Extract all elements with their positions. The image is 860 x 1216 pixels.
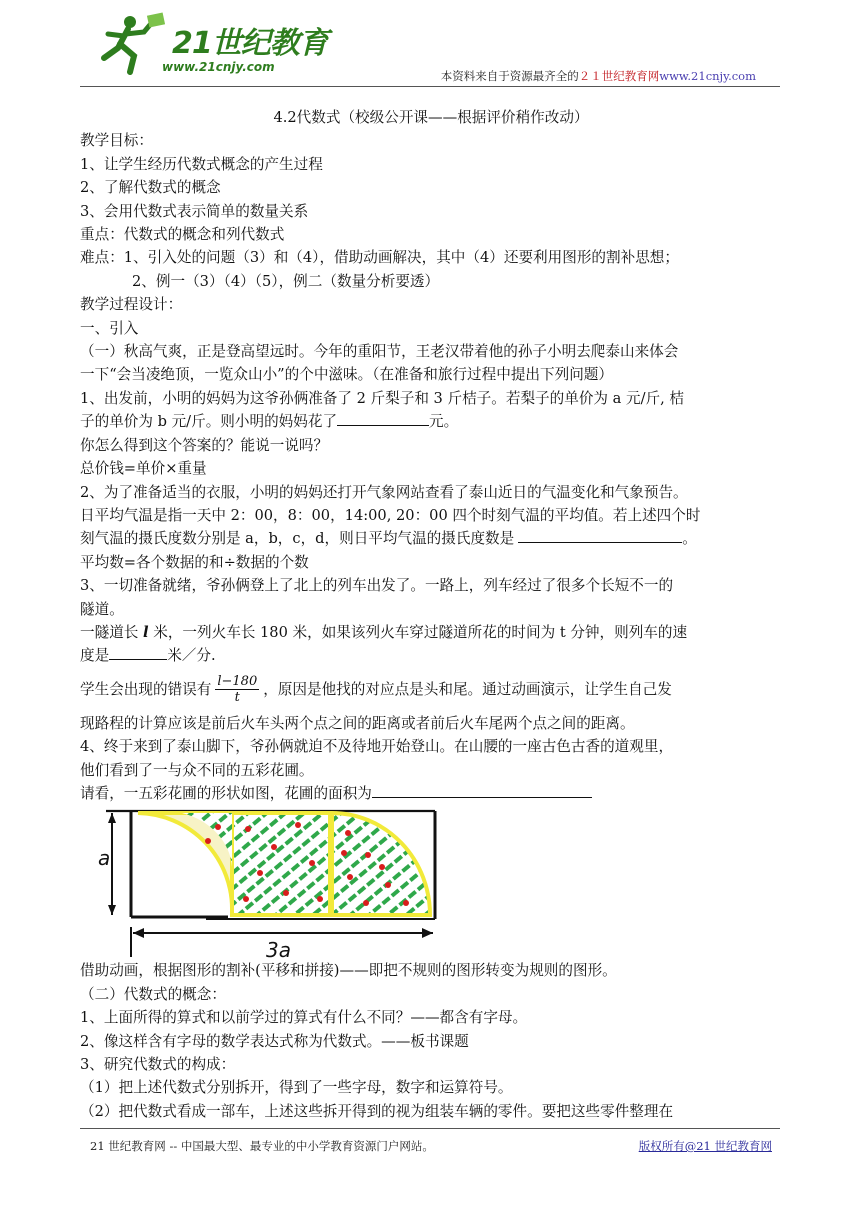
- text-line: （1）把上述代数式分别拆开，得到了一些字母，数字和运算符号。: [80, 1079, 513, 1097]
- formula-line: 平均数=各个数据的和÷数据的个数: [80, 553, 309, 571]
- fraction-numerator: l−180: [217, 674, 258, 690]
- header-divider: [80, 86, 780, 87]
- width-label: 3a: [266, 938, 291, 960]
- text-line: [80, 644, 782, 667]
- text-line: [80, 621, 782, 644]
- text-line: 日平均气温是指一天中 2：00，8：00，14:00, 20：00 四个时刻气温的平均值。若上述四个时: [80, 506, 701, 524]
- error-fraction: [215, 674, 259, 705]
- text-line: 你怎么得到这个答案的？能说一说吗？: [80, 436, 329, 454]
- text-line: 2、像这样含有字母的数学表达式称为代数式。——板书课题: [80, 1032, 469, 1050]
- runner-logo-icon: [90, 12, 170, 76]
- text-line: 3、会用代数式表示简单的数量关系: [80, 202, 309, 220]
- logo-url: www.21cnjy.com: [162, 60, 275, 74]
- height-label: a: [98, 846, 111, 871]
- site-logo: [90, 12, 350, 82]
- footer-divider: [80, 1128, 780, 1129]
- section-heading: 教学目标：: [80, 132, 153, 150]
- answer-blank: [372, 783, 592, 798]
- text-segment: 元。: [429, 413, 459, 431]
- text-line: [80, 668, 782, 712]
- page-footer: [80, 1128, 780, 1153]
- formula-line: 总价钱=单价×重量: [80, 460, 207, 478]
- text-segment: 度是: [80, 647, 110, 665]
- text-segment: 请看，一五彩花圃的形状如图，花圃的面积为: [80, 784, 372, 802]
- text-line: 难点：1、引入处的问题（3）和（4），借助动画解决，其中（4）还要利用图形的割补思想；: [80, 249, 679, 267]
- page-header: [80, 12, 780, 86]
- text-segment: 一隧道长: [80, 623, 139, 641]
- text-segment: 刻气温的摄氏度数分别是 a，b，c，d，则日平均气温的摄氏度数是: [80, 530, 515, 548]
- header-note-url[interactable]: www.21cnjy.com: [659, 69, 756, 83]
- answer-blank: [518, 528, 682, 543]
- text-segment: 米／分.: [167, 647, 216, 665]
- logo-text: 21世纪教育: [172, 26, 328, 61]
- text-segment: ，原因是他找的对应点是头和尾。通过动画演示，让学生自己发: [263, 680, 672, 698]
- header-note-site[interactable]: ２１世纪教育网: [578, 69, 660, 83]
- section-heading: （二）代数式的概念：: [80, 985, 226, 1003]
- text-line: 借助动画，根据图形的割补(平移和拼接)——即把不规则的图形转变为规则的图形。: [80, 962, 617, 980]
- text-line: 隧道。: [80, 600, 124, 618]
- text-line: [80, 782, 782, 805]
- footer-copyright-link[interactable]: 版权所有@21 世纪教育网: [638, 1139, 772, 1153]
- text-line: 2、了解代数式的概念: [80, 179, 221, 197]
- flower-bed-figure: [80, 807, 782, 959]
- text-line: 一下“会当凌绝顶，一览众山小”的个中滋味。（在准备和旅行过程中提出下列问题）: [80, 366, 613, 384]
- text-line: [80, 410, 782, 433]
- flower-bed-diagram: [98, 807, 458, 959]
- text-line: 1、上面所得的算式和以前学过的算式有什么不同？——都含有字母。: [80, 1009, 528, 1027]
- section-heading: 教学过程设计：: [80, 296, 183, 314]
- text-line: 2、为了准备适当的衣服，小明的妈妈还打开气象网站查看了泰山近日的气温变化和气象预告。: [80, 483, 688, 501]
- page-title: 4.2代数式（校级公开课——根据评价稍作改动）: [273, 109, 589, 126]
- fraction-denominator: t: [234, 690, 240, 706]
- text-line: 1、让学生经历代数式概念的产生过程: [80, 155, 323, 173]
- text-line: 1、出发前，小明的妈妈为这爷孙俩准备了 2 斤梨子和 3 斤桔子。若梨子的单价为 a 元/斤, 桔: [80, 389, 684, 407]
- text-line: 3、一切准备就绪，爷孙俩登上了北上的列车出发了。一路上，列车经过了很多个长短不一的: [80, 577, 674, 595]
- text-line: 现路程的计算应该是前后火车头两个点之间的距离或者前后火车尾两个点之间的距离。: [80, 714, 635, 732]
- text-line: 他们看到了一与众不同的五彩花圃。: [80, 761, 314, 779]
- text-segment: 学生会出现的错误有: [80, 680, 212, 698]
- text-segment: 。: [682, 530, 697, 548]
- section-heading: 一、引入: [80, 319, 139, 337]
- answer-blank: [109, 645, 167, 660]
- document-body: [80, 106, 782, 1123]
- text-line: （一）秋高气爽，正是登高望远时。今年的重阳节，王老汉带着他的孙子小明去爬泰山来体会: [80, 343, 679, 361]
- footer-site-description: 21 世纪教育网 -- 中国最大型、最专业的中小学教育资源门户网站。: [90, 1139, 434, 1153]
- text-line: （2）把代数式看成一部车，上述这些拆开得到的视为组装车辆的零件。要把这些零件整理在: [80, 1102, 674, 1120]
- text-line: 2、例一（3）（4）（5），例二（数量分析要透）: [132, 272, 440, 290]
- answer-blank: [337, 411, 429, 426]
- text-segment: 子的单价为 b 元/斤。则小明的妈妈花了: [80, 413, 338, 431]
- text-line: 4、终于来到了泰山脚下，爷孙俩就迫不及待地开始登山。在山腰的一座古色古香的道观里，: [80, 738, 674, 756]
- header-note-prefix: 本资料来自于资源最齐全的: [440, 69, 579, 83]
- text-line: 3、研究代数式的构成：: [80, 1056, 236, 1073]
- text-line: 重点：代数式的概念和列代数式: [80, 226, 285, 244]
- text-line: [80, 527, 782, 550]
- text-segment: 米，一列火车长 180 米，如果该列火车穿过隧道所花的时间为 t 分钟，则列车的速: [153, 623, 688, 641]
- header-source-note: [441, 68, 756, 84]
- variable-l: l: [143, 623, 149, 641]
